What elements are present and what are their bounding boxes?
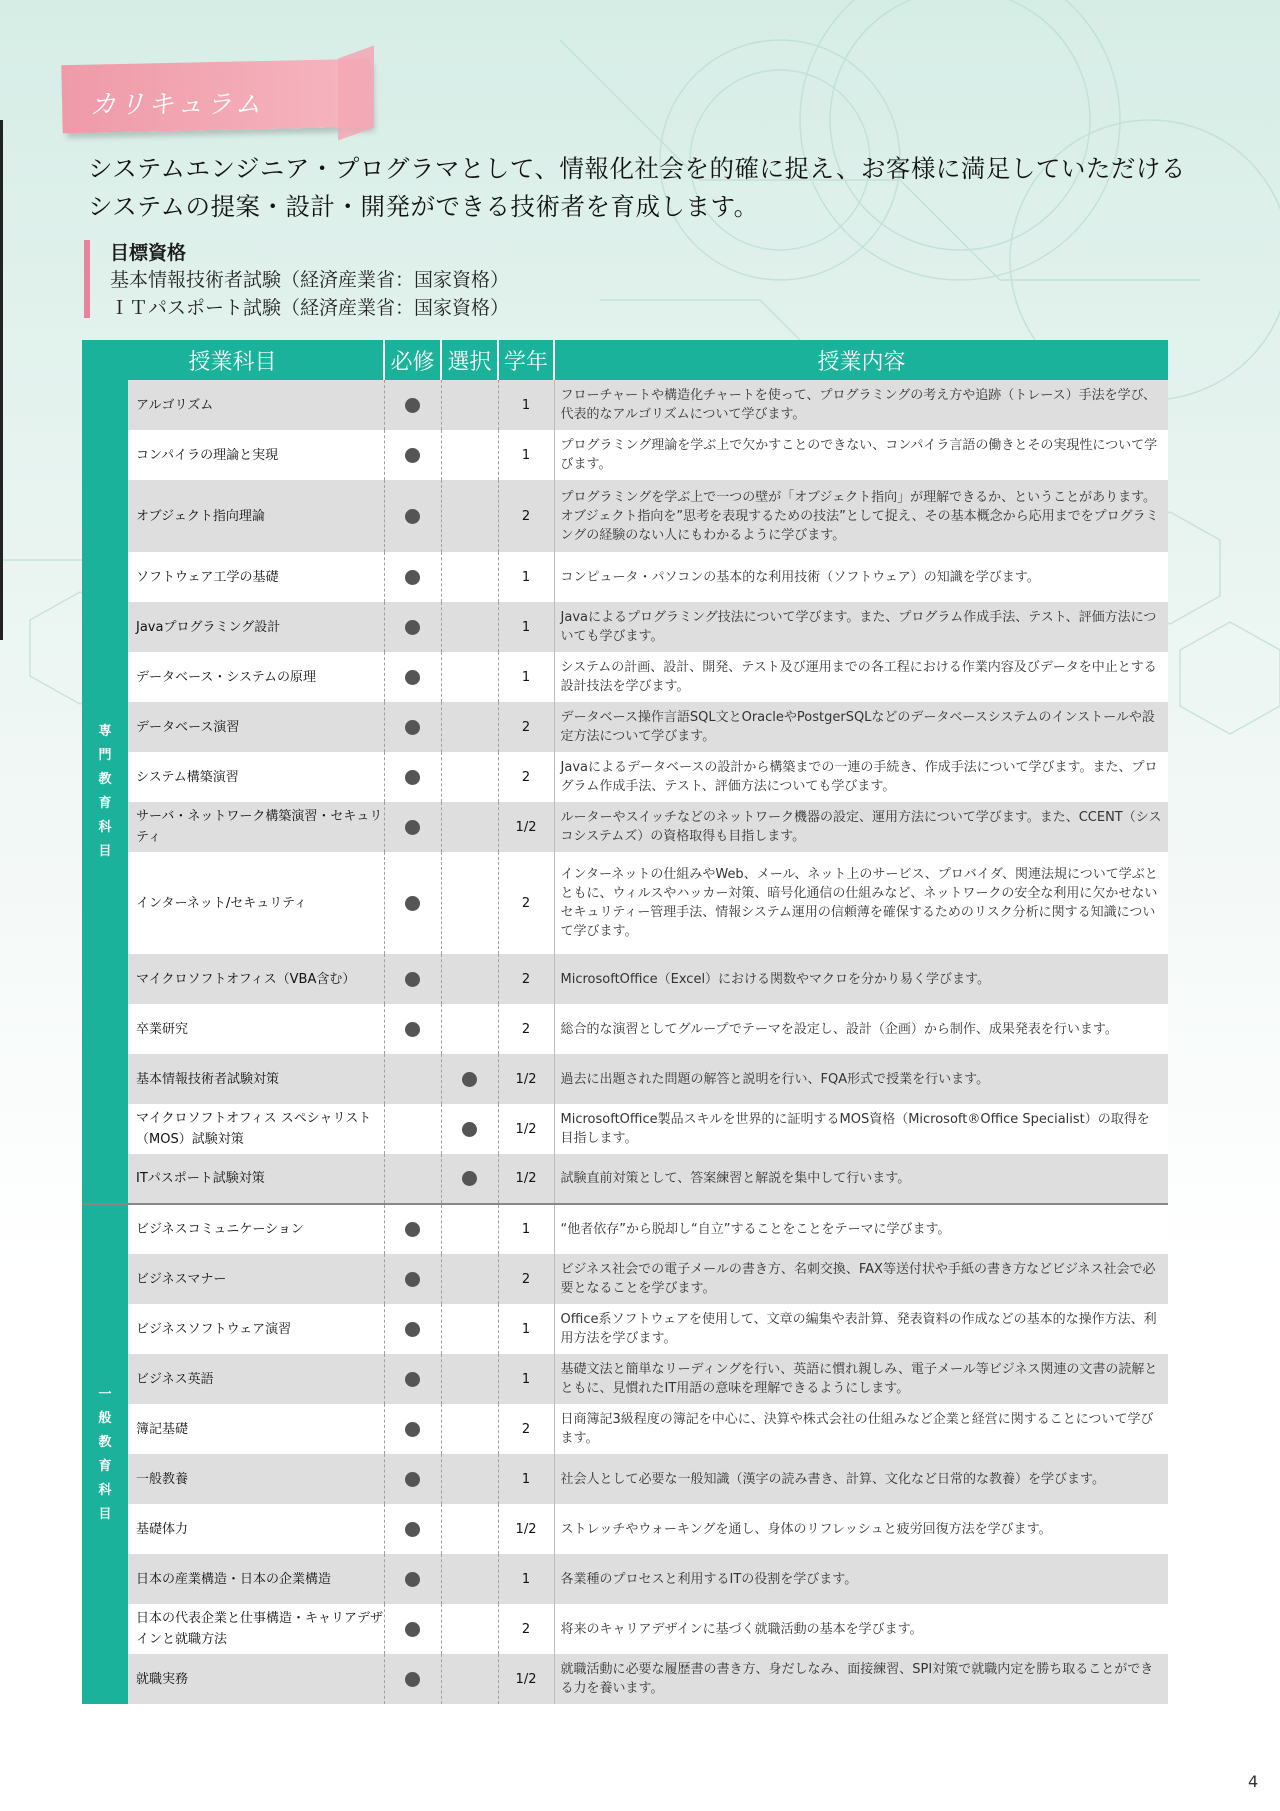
elective-cell	[441, 430, 498, 480]
header-content: 授業内容	[554, 340, 1168, 380]
required-dot-icon	[405, 1022, 420, 1037]
elective-cell	[441, 1154, 498, 1204]
required-dot-icon	[405, 670, 420, 685]
table-row	[82, 1204, 1168, 1254]
required-cell	[384, 602, 441, 652]
year-cell: 1	[498, 1354, 554, 1404]
table-row	[82, 1454, 1168, 1504]
required-dot-icon	[405, 1372, 420, 1387]
description-cell: Office系ソフトウェアを使用して、文章の編集や表計算、発表資料の作成などの基本的な操作方法、利用方法を学びます。	[554, 1304, 1168, 1354]
description-cell: 総合的な演習としてグループでテーマを設定し、設計（企画）から制作、成果発表を行います。	[554, 1004, 1168, 1054]
elective-cell	[441, 1554, 498, 1604]
subject-cell: 基本情報技術者試験対策	[128, 1054, 384, 1104]
category-text: 一般教育科目	[98, 1386, 112, 1522]
description-cell: プログラミング理論を学ぶ上で欠かすことのできない、コンパイラ言語の働きとその実現性について学びます。	[554, 430, 1168, 480]
description-cell: ストレッチやウォーキングを通し、身体のリフレッシュと疲労回復方法を学びます。	[554, 1504, 1168, 1554]
year-cell: 2	[498, 1604, 554, 1654]
elective-cell	[441, 380, 498, 430]
required-cell	[384, 702, 441, 752]
target-qualifications	[84, 240, 509, 318]
table-row	[82, 852, 1168, 954]
year-cell: 1	[498, 1304, 554, 1354]
header-elective: 選択	[441, 340, 498, 380]
description-cell: 就職活動に必要な履歴書の書き方、身だしなみ、面接練習、SPI対策で就職内定を勝ち取ることができる力を養います。	[554, 1654, 1168, 1704]
elective-cell	[441, 954, 498, 1004]
table-row	[82, 702, 1168, 752]
required-dot-icon	[405, 1522, 420, 1537]
subject-cell: ビジネスコミュニケーション	[128, 1204, 384, 1254]
table-row	[82, 1604, 1168, 1654]
year-cell: 2	[498, 954, 554, 1004]
category-label-specialized	[82, 380, 128, 1204]
table-row	[82, 802, 1168, 852]
required-dot-icon	[405, 448, 420, 463]
description-cell: システムの計画、設計、開発、テスト及び運用までの各工程における作業内容及びデータを中止とする設計技法を学びます。	[554, 652, 1168, 702]
subject-cell: ビジネス英語	[128, 1354, 384, 1404]
required-cell	[384, 1154, 441, 1204]
required-dot-icon	[405, 620, 420, 635]
required-cell	[384, 1654, 441, 1704]
table-row	[82, 1404, 1168, 1454]
year-cell: 1/2	[498, 1054, 554, 1104]
subject-cell: マイクロソフトオフィス スペシャリスト（MOS）試験対策	[128, 1104, 384, 1154]
subject-cell: コンパイラの理論と実現	[128, 430, 384, 480]
required-cell	[384, 652, 441, 702]
required-dot-icon	[405, 1322, 420, 1337]
description-cell: データベース操作言語SQL文とOracleやPostgerSQLなどのデータベースシステムのインストールや設定方法について学びます。	[554, 702, 1168, 752]
description-cell: Javaによるデータベースの設計から構築までの一連の手続き、作成手法について学びます。また、プログラム作成手法、テスト、評価方法についても学びます。	[554, 752, 1168, 802]
year-cell: 2	[498, 1004, 554, 1054]
elective-cell	[441, 1254, 498, 1304]
table-row	[82, 1004, 1168, 1054]
year-cell: 2	[498, 1404, 554, 1454]
elective-cell	[441, 552, 498, 602]
table-row	[82, 1354, 1168, 1404]
elective-dot-icon	[462, 1171, 477, 1186]
lead-text	[88, 150, 1188, 226]
required-dot-icon	[405, 1272, 420, 1287]
required-cell	[384, 1104, 441, 1154]
required-dot-icon	[405, 1572, 420, 1587]
year-cell: 1/2	[498, 1104, 554, 1154]
elective-cell	[441, 852, 498, 954]
required-dot-icon	[405, 820, 420, 835]
header-year: 学年	[498, 340, 554, 380]
required-cell	[384, 1454, 441, 1504]
required-dot-icon	[405, 1672, 420, 1687]
elective-cell	[441, 1504, 498, 1554]
year-cell: 2	[498, 480, 554, 552]
elective-dot-icon	[462, 1072, 477, 1087]
required-dot-icon	[405, 1622, 420, 1637]
description-cell: プログラミングを学ぶ上で一つの壁が「オブジェクト指向」が理解できるか、ということがあります。オブジェクト指向を”思考を表現するための技法”として捉え、その基本概念から応用までをプログラミングの経験のない人にもわかるように学びます。	[554, 480, 1168, 552]
subject-cell: ソフトウェア工学の基礎	[128, 552, 384, 602]
description-cell: インターネットの仕組みやWeb、メール、ネット上のサービス、プロバイダ、関連法規について学ぶとともに、ウィルスやハッカー対策、暗号化通信の仕組みなど、ネットワークの安全な利用に欠かせないセキュリティー管理手法、情報システム運用の信頼薄を確保するためのリスク分析に関する知識について学びます。	[554, 852, 1168, 954]
elective-cell	[441, 1104, 498, 1154]
required-dot-icon	[405, 1472, 420, 1487]
year-cell: 1	[498, 652, 554, 702]
description-cell: 試験直前対策として、答案練習と解説を集中して行います。	[554, 1154, 1168, 1204]
elective-cell	[441, 1204, 498, 1254]
required-cell	[384, 852, 441, 954]
elective-cell	[441, 1454, 498, 1504]
section-tag-fold	[338, 45, 374, 140]
required-dot-icon	[405, 1422, 420, 1437]
required-cell	[384, 1304, 441, 1354]
subject-cell: Javaプログラミング設計	[128, 602, 384, 652]
description-cell: 基礎文法と簡単なリーディングを行い、英語に慣れ親しみ、電子メール等ビジネス関連の文書の読解とともに、見慣れたIT用語の意味を理解できるようにします。	[554, 1354, 1168, 1404]
elective-cell	[441, 1054, 498, 1104]
section-tag-label: カリキュラム	[90, 90, 264, 120]
category-text: 専門教育科目	[98, 723, 112, 859]
required-cell	[384, 380, 441, 430]
table-row	[82, 380, 1168, 430]
description-cell: ルーターやスイッチなどのネットワーク機器の設定、運用方法について学びます。また、CCENT（シスコシステムズ）の資格取得も目指します。	[554, 802, 1168, 852]
subject-cell: マイクロソフトオフィス（VBA含む）	[128, 954, 384, 1004]
year-cell: 1	[498, 1204, 554, 1254]
table-row	[82, 954, 1168, 1004]
required-cell	[384, 1354, 441, 1404]
table-row	[82, 430, 1168, 480]
year-cell: 2	[498, 852, 554, 954]
table-row	[82, 480, 1168, 552]
required-dot-icon	[405, 1222, 420, 1237]
subject-cell: 基礎体力	[128, 1504, 384, 1554]
required-cell	[384, 1054, 441, 1104]
year-cell: 1/2	[498, 1504, 554, 1554]
description-cell: 日商簿記3級程度の簿記を中心に、決算や株式会社の仕組みなど企業と経営に関することについて学びます。	[554, 1404, 1168, 1454]
year-cell: 1/2	[498, 1654, 554, 1704]
table-row	[82, 1304, 1168, 1354]
subject-cell: オブジェクト指向理論	[128, 480, 384, 552]
elective-cell	[441, 1404, 498, 1454]
required-cell	[384, 954, 441, 1004]
table-row	[82, 1554, 1168, 1604]
subject-cell: 一般教養	[128, 1454, 384, 1504]
table-row	[82, 1104, 1168, 1154]
elective-cell	[441, 480, 498, 552]
required-cell	[384, 1404, 441, 1454]
description-cell: コンピュータ・パソコンの基本的な利用技術（ソフトウェア）の知識を学びます。	[554, 552, 1168, 602]
year-cell: 1/2	[498, 802, 554, 852]
table-row	[82, 602, 1168, 652]
elective-cell	[441, 1354, 498, 1404]
elective-cell	[441, 702, 498, 752]
page-edge-mark	[0, 120, 3, 640]
required-dot-icon	[405, 398, 420, 413]
table-row	[82, 1154, 1168, 1204]
description-cell: MicrosoftOffice（Excel）における関数やマクロを分かり易く学びます。	[554, 954, 1168, 1004]
year-cell: 2	[498, 1254, 554, 1304]
year-cell: 2	[498, 752, 554, 802]
table-row	[82, 1654, 1168, 1704]
table-row	[82, 652, 1168, 702]
required-cell	[384, 752, 441, 802]
description-cell: Javaによるプログラミング技法について学びます。また、プログラム作成手法、テスト、評価方法についても学びます。	[554, 602, 1168, 652]
required-dot-icon	[405, 509, 420, 524]
subject-cell: データベース・システムの原理	[128, 652, 384, 702]
elective-dot-icon	[462, 1122, 477, 1137]
target-item: ＩＴパスポート試験（経済産業省：国家資格）	[110, 297, 510, 319]
subject-cell: アルゴリズム	[128, 380, 384, 430]
description-cell: “他者依存”から脱却し“自立”することをことをテーマに学びます。	[554, 1204, 1168, 1254]
elective-cell	[441, 1304, 498, 1354]
target-item: 基本情報技術者試験（経済産業省：国家資格）	[110, 269, 510, 291]
elective-cell	[441, 1604, 498, 1654]
elective-cell	[441, 802, 498, 852]
header-subject: 授業科目	[82, 340, 384, 380]
lead-line: システムの提案・設計・開発ができる技術者を育成します。	[88, 192, 759, 221]
required-dot-icon	[405, 770, 420, 785]
year-cell: 1	[498, 602, 554, 652]
required-dot-icon	[405, 720, 420, 735]
subject-cell: システム構築演習	[128, 752, 384, 802]
table-header-row	[82, 340, 1168, 380]
required-cell	[384, 1004, 441, 1054]
elective-cell	[441, 652, 498, 702]
description-cell: ビジネス社会での電子メールの書き方、名刺交換、FAX等送付状や手紙の書き方などビジネス社会で必要となることを学びます。	[554, 1254, 1168, 1304]
required-cell	[384, 802, 441, 852]
year-cell: 1	[498, 552, 554, 602]
category-label-general	[82, 1204, 128, 1704]
description-cell: 過去に出題された問題の解答と説明を行い、FQA形式で授業を行います。	[554, 1054, 1168, 1104]
subject-cell: データベース演習	[128, 702, 384, 752]
table-row	[82, 1504, 1168, 1554]
header-required: 必修	[384, 340, 441, 380]
year-cell: 1/2	[498, 1154, 554, 1204]
required-dot-icon	[405, 896, 420, 911]
required-cell	[384, 480, 441, 552]
year-cell: 1	[498, 1454, 554, 1504]
description-cell: 社会人として必要な一般知識（漢字の読み書き、計算、文化など日常的な教養）を学びます。	[554, 1454, 1168, 1504]
required-cell	[384, 1254, 441, 1304]
year-cell: 1	[498, 380, 554, 430]
year-cell: 1	[498, 1554, 554, 1604]
description-cell: 将来のキャリアデザインに基づく就職活動の基本を学びます。	[554, 1604, 1168, 1654]
table-row	[82, 752, 1168, 802]
elective-cell	[441, 1004, 498, 1054]
table-row	[82, 1054, 1168, 1104]
subject-cell: サーバ・ネットワーク構築演習・セキュリティ	[128, 802, 384, 852]
target-title: 目標資格	[110, 242, 187, 264]
required-cell	[384, 1204, 441, 1254]
description-cell: MicrosoftOffice製品スキルを世界的に証明するMOS資格（Microsoft®Office Specialist）の取得を目指します。	[554, 1104, 1168, 1154]
year-cell: 1	[498, 430, 554, 480]
page-number: 4	[1248, 1772, 1259, 1791]
subject-cell: 就職実務	[128, 1654, 384, 1704]
table-row	[82, 552, 1168, 602]
subject-cell: ビジネスソフトウェア演習	[128, 1304, 384, 1354]
year-cell: 2	[498, 702, 554, 752]
subject-cell: ビジネスマナー	[128, 1254, 384, 1304]
subject-cell: 簿記基礎	[128, 1404, 384, 1454]
subject-cell: 卒業研究	[128, 1004, 384, 1054]
required-cell	[384, 1504, 441, 1554]
lead-line: システムエンジニア・プログラマとして、情報化社会を的確に捉え、お客様に満足していただける	[88, 154, 1186, 183]
subject-cell: ITパスポート試験対策	[128, 1154, 384, 1204]
description-cell: フローチャートや構造化チャートを使って、プログラミングの考え方や追跡（トレース）手法を学び、代表的なアルゴリズムについて学びます。	[554, 380, 1168, 430]
elective-cell	[441, 1654, 498, 1704]
subject-cell: 日本の産業構造・日本の企業構造	[128, 1554, 384, 1604]
description-cell: 各業種のプロセスと利用するITの役割を学びます。	[554, 1554, 1168, 1604]
elective-cell	[441, 602, 498, 652]
required-cell	[384, 430, 441, 480]
required-dot-icon	[405, 972, 420, 987]
required-cell	[384, 552, 441, 602]
subject-cell: 日本の代表企業と仕事構造・キャリアデザインと就職方法	[128, 1604, 384, 1654]
curriculum-table	[82, 340, 1168, 1704]
elective-cell	[441, 752, 498, 802]
required-dot-icon	[405, 570, 420, 585]
required-cell	[384, 1554, 441, 1604]
subject-cell: インターネット/セキュリティ	[128, 852, 384, 954]
table-row	[82, 1254, 1168, 1304]
required-cell	[384, 1604, 441, 1654]
